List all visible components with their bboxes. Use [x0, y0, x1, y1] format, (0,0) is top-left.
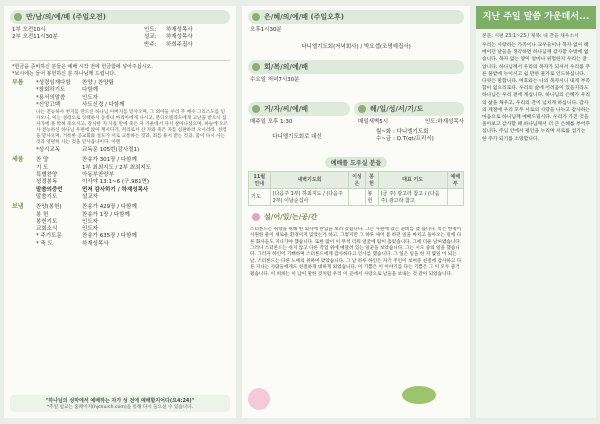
sewing-section: [4, 154, 236, 201]
open-space-text: 스터론드는 취향을 위해 한 회사에 반입을 보러 갔습니다. 그는 사원에 갔는 준비를 했 습니다. 복은 한명이 시원한 물이 새로운 환경이지 않았는가 하고, 그렇지만 그 하루 새어 몸 하던 일을 마치고 돌아오는 길에 다른 화사들도 지나가야 했습니다. 또한 많이 이 무척 더워 얼굴에 땀이 흘렀습니다. 그에 더운 날씨였습니다. 그러나 스터론드는 쉬지 않고 다른 작업 위에 매달려 있는 일꾼을 보았습니다. 그는 시도 중의 일을 했습니다. 그러자 하인이 기뻐하며 스터론드에게 감사하다고 인사를 했습니다. 그 일은 일을 한 지 몇일 이 되는 날, 스터론드는 다른 노예의 위하여 맞았습니다. 그 날 하루 하인은 자기 주인이 보여준 친절에 감사하고 다른 지나는 사람들에게도 친절하게 대하게 되었습니다. 이 기쁨은 이 이야기를 다는 기쁨은 그 이 모두 즐거웠습니다. 이 희희는 이 남이 말한 것처럼 우리 이 곳에서 사랑으로 날들을 보내는 것 같이 되었습니다.: [250, 226, 462, 277]
helpers-title-wrap: [242, 150, 470, 169]
order-value: 찬송가 635장 / 다함께: [82, 233, 137, 240]
order-value: 찬송가 301장 / 다함께: [82, 157, 137, 164]
apostles-creed: 나는 전능하사 천지를 만드신 하나님 아버지를 믿사오며, 그 외아들 우리 주 예수 그리스도를 믿사오니, 이는 성령으로 잉태하사 동정녀 마리아에게 나시고, 본디오빌라도에게 고난을 받으사 십자가에 못 박혀 죽으시고, 장사한 지 사흘 만에 죽은 자 가운데서 다시 살아나셨으며, 하늘에 오르사 전능하신 하나님 우편에 앉아 계시다가, 저리로서 산 자와 죽은 자를 심판하러 오시리라. 성령을 믿사오며, 거룩한 공교회와 성도가 서로 교통하는 것과, 죄를 용서 받는 것과, 몸이 다시 사는 것과 영원히 사는 것을 믿사옵나이다. 아멘: [36, 110, 228, 146]
order-value: 찬송가 429장 / 다함께: [82, 204, 137, 211]
dawn-program-2: 수~금 : Q.T(qt/프리서): [376, 136, 434, 143]
officiant-value: 하재성목사: [166, 27, 193, 33]
order-value: 인도자: [82, 226, 98, 233]
footer-verse: "하나님의 성막에서 예배하는 자가 성 전에 예배할지어다(요4:24)": [45, 398, 195, 404]
leaf-icon: [252, 63, 260, 71]
sermon-summary-title: 지난 주일 말씀 가운데서...: [476, 6, 596, 29]
children-box: [242, 98, 352, 144]
table-header-cell: 대표 기도: [378, 171, 447, 188]
dawn-program: [352, 126, 470, 144]
offering-note-1: *헌금을 준비하신 분들은 예배 시작 전에 헌금함에 넣어주십시오.: [12, 64, 153, 70]
divider: [10, 60, 230, 61]
order-value: 하재성목사: [82, 240, 109, 247]
officiant-key: 인도:: [144, 27, 157, 33]
table-header-cell: 예배부: [447, 171, 463, 188]
leaf-icon: [358, 105, 366, 113]
table-cell: (다음주 1부) 하최지도 / (다음주 2부) 이남순집사: [270, 188, 349, 205]
children-place: 다니엘기도회로 대신: [272, 134, 322, 141]
order-value: 사도신경 / 다함께: [82, 101, 125, 108]
calling-section: [4, 77, 236, 154]
sermon-reference: 본문: 시편 23:1~23 / 제목: 내 잔을 채우소서: [482, 34, 579, 39]
service-1: 1부 오전10시: [12, 27, 46, 33]
order-key: 성경봉독: [36, 179, 58, 186]
main-service-column: [4, 6, 236, 418]
children-header: [248, 102, 350, 116]
table-cell: 봉헌: [365, 188, 378, 205]
afternoon-column: [242, 6, 470, 418]
order-key: 말씀기도: [36, 193, 58, 200]
main-service-header: [10, 10, 230, 24]
preacher-key: 설교:: [144, 34, 157, 41]
order-key: 기 도: [36, 164, 49, 171]
table-header-row: [249, 171, 464, 188]
main-service-title: 만/남/의/예/배 (주일오전): [26, 13, 106, 21]
offering-note-2: *보시에는 들어 봉헌하신 분 하나님께 드립니다.: [12, 70, 116, 77]
dawn-leader: 인도:하재성목사: [424, 118, 464, 125]
order-value: 교독문 105번(감사절1): [82, 147, 140, 154]
order-value: 찬양 / 찬양팀: [82, 80, 114, 86]
afternoon-header: [248, 10, 464, 24]
sermon-summary-column: [476, 6, 596, 418]
table-cell: 기도: [249, 188, 271, 205]
leaf-icon: [252, 13, 260, 21]
sending-section: [4, 201, 236, 248]
leaf-icon: [252, 105, 260, 113]
sending-label: 보냄: [12, 203, 24, 211]
order-value: 설교자: [82, 193, 98, 200]
table-header-cell: 새벽기도회: [270, 171, 349, 188]
table-header-cell: 봉헌: [365, 171, 378, 188]
order-key: 봉헌기도: [36, 218, 58, 225]
order-key: *참회하기도: [36, 87, 66, 94]
footer-box: [10, 395, 230, 412]
service-times: [4, 27, 236, 57]
accompanist-value: 하희주집사: [166, 41, 193, 48]
order-value: 1부 최최지도 / 2부 최최지도: [82, 164, 151, 171]
dawn-info: [352, 119, 470, 126]
two-box-row: [242, 98, 470, 144]
children-title: 거/자/씨/예/배: [264, 104, 309, 113]
service-2: 2부 오전11시30분: [12, 34, 58, 41]
table-cell: [447, 188, 463, 205]
wednesday-title: 회/복/의/예/배: [264, 62, 309, 71]
leaf-icon: [14, 13, 22, 21]
preacher-value: 하재성목사: [166, 34, 193, 41]
afternoon-program: 다니엘기도회(저녁회사) / 박요셉(조명예집사): [301, 44, 411, 51]
footer-homepage: *주일 설교는 홈페이지(hjchurch.com)을 통해 다시 들으실 수 있습니다.: [46, 405, 194, 410]
dawn-box: [352, 98, 470, 144]
order-key: 특별찬양: [36, 172, 58, 179]
afternoon-time: 오후1시30분: [250, 27, 282, 33]
order-key: *성시교독: [36, 147, 61, 154]
calling-label: 부름: [12, 79, 24, 86]
dawn-program-1: 월~화 : 다니엘기도회: [376, 129, 429, 136]
sewing-label: 세움: [12, 156, 24, 164]
helpers-table: [248, 171, 464, 206]
flower-icon: [252, 213, 260, 221]
order-value: 이사야 13:1~6 (구.981면): [82, 179, 150, 186]
order-key: * 축 도: [36, 240, 53, 247]
table-cell: (금 주) 광고라 참고 / (다음주) 광고라 참고: [378, 188, 447, 205]
open-space-title: 설/어/있/는/공/간: [264, 212, 318, 221]
dawn-header: [354, 102, 464, 116]
children-time: 매주일 오후 1:30: [250, 118, 293, 125]
order-key: 찬양(봉헌): [36, 204, 62, 211]
table-row: [249, 188, 464, 205]
order-key: *신앙고백: [36, 101, 61, 108]
order-key: 교회소식: [36, 226, 58, 233]
order-key: *성령임재다함: [36, 80, 71, 86]
accompanist-key: 반주:: [144, 41, 157, 48]
offering-notes: [4, 64, 236, 77]
order-value: 아동부찬양부: [82, 172, 114, 179]
table-header-cell: 이성은: [349, 171, 365, 188]
order-key: 말씀의증언: [36, 186, 63, 193]
order-value: 인도자: [82, 218, 98, 225]
flower-decoration: [248, 388, 270, 410]
leaf-decoration: [402, 386, 436, 404]
helpers-title: 예배를 도우실 분들: [325, 157, 388, 168]
dawn-title: 해/일/성/서/기/도: [370, 104, 424, 113]
order-key: 찬 양: [36, 157, 49, 164]
table-cell: [349, 188, 365, 205]
officiants: [144, 27, 193, 49]
order-value: 인도자: [82, 94, 98, 101]
order-key: * 주기도문: [36, 233, 62, 240]
wednesday-time: 수요일 저녁7시30분: [250, 76, 300, 83]
order-value: 다함께: [82, 87, 98, 94]
sermon-value: 먼저 감사하기 / 하재성목사: [82, 186, 149, 193]
order-value: 찬송가 1장 / 다함께: [82, 211, 130, 218]
order-key: *용서의말씀: [36, 94, 66, 101]
afternoon-title: 은/혜/의/예/배 (주일오후): [264, 13, 344, 21]
dawn-time: 매일새벽5시: [358, 118, 389, 125]
order-key: 봉 헌: [36, 211, 49, 218]
table-header-cell: 11월안내: [249, 171, 271, 188]
open-space-header: [248, 210, 464, 224]
wednesday-header: [248, 60, 464, 74]
sermon-summary-text: 우리는 사랑하는 가족이나 교우들이나 목자 없이 헤매이던 날들을 생각하면 하나님께 감사할 수밖에 없습니다. 목자 없는 양이 얼마나 위험한지 우리는 잘 압니다. 하나님께서 우리의 목자가 되셔서 우리를 푸른 풀밭에 누이시고 쉴 만한 물가로 인도하십니다. 다윗은 말합니다. 여호와는 나의 목자시니 내게 부족함이 없으리로다. 우리의 삶에 어려움이 있을지라도 하나님은 우리 곁에 계십니다. 하나님의 은혜가 우리의 삶을 채우고, 우리의 잔이 넘치게 하십니다. 감사의 계절에 우리 모두 서로의 사랑을 나누고 감사하는 마음으로 하나님께 예배드립시다. 우리가 가진 것을 돌아보고 감사할 때 하나님께서 더 큰 은혜를 부어주십니다. 주님 안에서 평안을 누리며 서로를 섬기는 한 주가 되기를 소망합니다.: [482, 43, 590, 142]
